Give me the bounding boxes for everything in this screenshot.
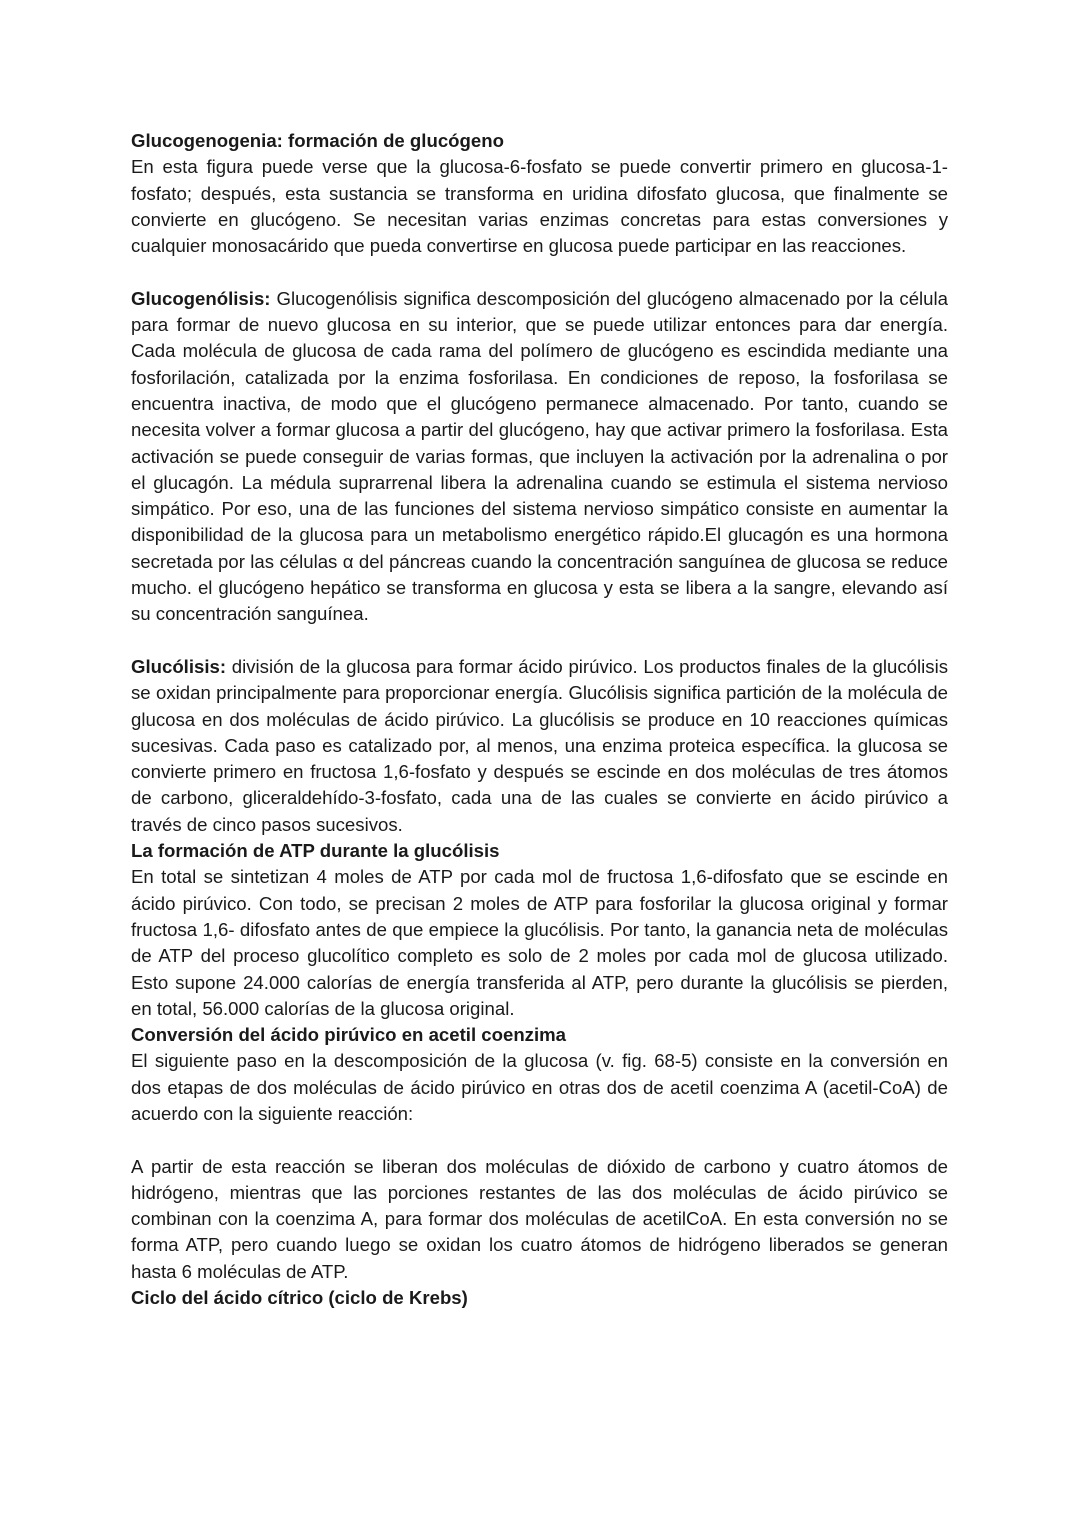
paragraph-spacer	[131, 259, 948, 285]
section-title-conversion: Conversión del ácido pirúvico en acetil coenzima	[131, 1024, 567, 1046]
paragraph-spacer	[131, 628, 948, 654]
paragraph-conversion: El siguiente paso en la descomposición de la glucosa (v. fig. 68-5) consiste en la conversión en dos etapas de dos moléculas de ácido pirúvico en otras dos de acetil coenzima A (acetil-CoA) de acuerdo con la siguiente reacción:	[131, 1050, 948, 1124]
section-title-glucolisis: Glucólisis:	[131, 655, 227, 677]
paragraph-spacer	[131, 1127, 948, 1153]
paragraph-glucogenolisis	[131, 286, 948, 628]
paragraph-glucolisis	[131, 654, 948, 838]
section-title-glucogenolisis: Glucogenólisis:	[131, 287, 271, 309]
section-title-krebs: Ciclo del ácido cítrico (ciclo de Krebs)	[131, 1287, 468, 1309]
paragraph-atp: En total se sintetizan 4 moles de ATP por cada mol de fructosa 1,6-difosfato que se escinde en ácido pirúvico. Con todo, se precisan 2 moles de ATP para fosforilar la glucosa original y formar fructosa 1,6- difosfato antes de que empiece la glucólisis. Por tanto, la ganancia neta de moléculas de ATP del proceso glucolítico completo es solo de 2 moles por cada mol de glucosa utilizado. Esto supone 24.000 calorías de energía transferida al ATP, pero durante la glucólisis se pierden, en total, 56.000 calorías de la glucosa original.	[131, 866, 948, 1019]
section-title-glucogenogenia: Glucogenogenia: formación de glucógeno	[131, 130, 504, 151]
section-title-atp: La formación de ATP durante la glucólisis	[131, 840, 500, 862]
document-page	[131, 128, 948, 1311]
paragraph-glucogenolisis-text: Glucogenólisis significa descomposición del glucógeno almacenado por la célula para formar de nuevo glucosa en su interior, que se puede utilizar entonces para dar energía. Cada molécula de glucosa de cada rama del polímero de glucógeno es escindida mediante una fosforilación, catalizada por la enzima fosforilasa. En condiciones de reposo, la fosforilasa se encuentra inactiva, de modo que el glucógeno permanece almacenado. Por tanto, cuando se necesita volver a formar glucosa a partir del glucógeno, hay que activar primero la fosforilasa. Esta activación se puede conseguir de varias formas, que incluyen la activación por la adrenalina o por el glucagón. La médula suprarrenal libera la adrenalina cuando se estimula el sistema nervioso simpático. Por eso, una de las funciones del sistema nervioso simpático consiste en aumentar la disponibilidad de la glucosa para un metabolismo energético rápido.El glucagón es una hormona secretada por las células α del páncreas cuando la concentración sanguínea de glucosa se reduce mucho. el glucógeno hepático se transforma en glucosa y esta se libera a la sangre, elevando así su concentración sanguínea.	[131, 287, 948, 625]
paragraph-glucogenogenia: En esta figura puede verse que la glucosa-6-fosfato se puede convertir primero en glucosa-1-fosfato; después, esta sustancia se transforma en uridina difosfato glucosa, que finalmente se convierte en glucógeno. Se necesitan varias enzimas concretas para estas conversiones y cualquier monosacárido que pueda convertirse en glucosa puede participar en las reacciones.	[131, 156, 948, 257]
paragraph-glucolisis-text: división de la glucosa para formar ácido pirúvico. Los productos finales de la glucólisis se oxidan principalmente para proporcionar energía. Glucólisis significa partición de la molécula de glucosa en dos moléculas de ácido pirúvico. La glucólisis se produce en 10 reacciones químicas sucesivas. Cada paso es catalizado por, al menos, una enzima proteica específica. la glucosa se convierte primero en fructosa 1,6-fosfato y después se escinde en dos moléculas de tres átomos de carbono, gliceraldehído-3-fosfato, cada una de las cuales se convierte en ácido pirúvico a través de cinco pasos sucesivos.	[131, 655, 948, 835]
paragraph-conversion-2: A partir de esta reacción se liberan dos moléculas de dióxido de carbono y cuatro átomos de hidrógeno, mientras que las porciones restantes de las dos moléculas de ácido pirúvico se combinan con la coenzima A, para formar dos moléculas de acetilCoA. En esta conversión no se forma ATP, pero cuando luego se oxidan los cuatro átomos de hidrógeno liberados se generan hasta 6 moléculas de ATP.	[131, 1155, 948, 1282]
